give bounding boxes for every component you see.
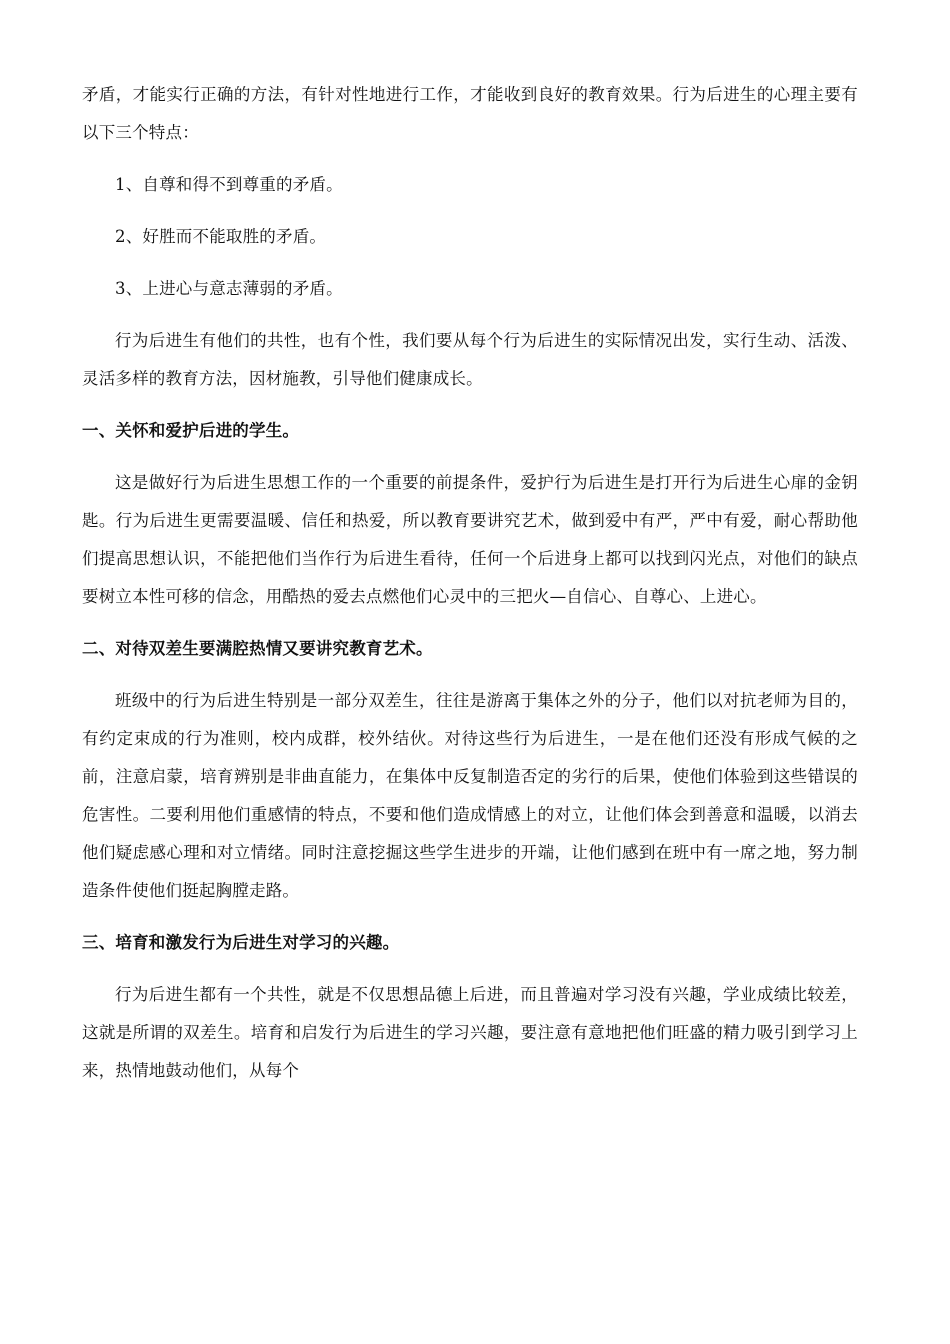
section-heading-3: 三、培育和激发行为后进生对学习的兴趣。 <box>82 933 400 952</box>
section-body-2: 班级中的行为后进生特别是一部分双差生，往往是游离于集体之外的分子，他们以对抗老师为目的，有约定束成的行为准则，校内成群，校外结伙。对待这些行为后进生，一是在他们还没有形成气候的之前，注意启蒙，培育辨别是非曲直能力，在集体中反复制造否定的劣行的后果，使他们体验到这些错误的危害性。二要利用他们重感情的特点，不要和他们造成情感上的对立，让他们体会到善意和温暖，以消去他们疑虑感心理和对立情绪。同时注意挖掘这些学生进步的开端，让他们感到在班中有一席之地，努力制造条件使他们挺起胸膛走路。 <box>82 691 858 900</box>
section-heading-1: 一、关怀和爱护后进的学生。 <box>82 421 300 440</box>
trait-item-2: 2、好胜而不能取胜的矛盾。 <box>115 227 327 246</box>
section-heading-2: 二、对待双差生要满腔热情又要讲究教育艺术。 <box>82 639 433 658</box>
intro-paragraph: 矛盾，才能实行正确的方法，有针对性地进行工作，才能收到良好的教育效果。行为后进生的心理主要有以下三个特点： <box>82 85 858 142</box>
section-body-3: 行为后进生都有一个共性，就是不仅思想品德上后进，而且普遍对学习没有兴趣，学业成绩比较差，这就是所谓的双差生。培育和启发行为后进生的学习兴趣，要注意有意地把他们旺盛的精力吸引到学习上来，热情地鼓动他们，从每个 <box>82 985 858 1080</box>
document-page <box>82 76 858 1090</box>
section-body-1: 这是做好行为后进生思想工作的一个重要的前提条件，爱护行为后进生是打开行为后进生心扉的金钥匙。行为后进生更需要温暖、信任和热爱，所以教育要讲究艺术，做到爱中有严，严中有爱，耐心帮助他们提高思想认识，不能把他们当作行为后进生看待，任何一个后进身上都可以找到闪光点，对他们的缺点要树立本性可移的信念，用酷热的爱去点燃他们心灵中的三把火—自信心、自尊心、上进心。 <box>82 473 858 606</box>
trait-item-3: 3、上进心与意志薄弱的矛盾。 <box>115 279 343 298</box>
trait-item-1: 1、自尊和得不到尊重的矛盾。 <box>115 175 343 194</box>
summary-paragraph: 行为后进生有他们的共性，也有个性，我们要从每个行为后进生的实际情况出发，实行生动、活泼、灵活多样的教育方法，因材施教，引导他们健康成长。 <box>82 331 858 388</box>
